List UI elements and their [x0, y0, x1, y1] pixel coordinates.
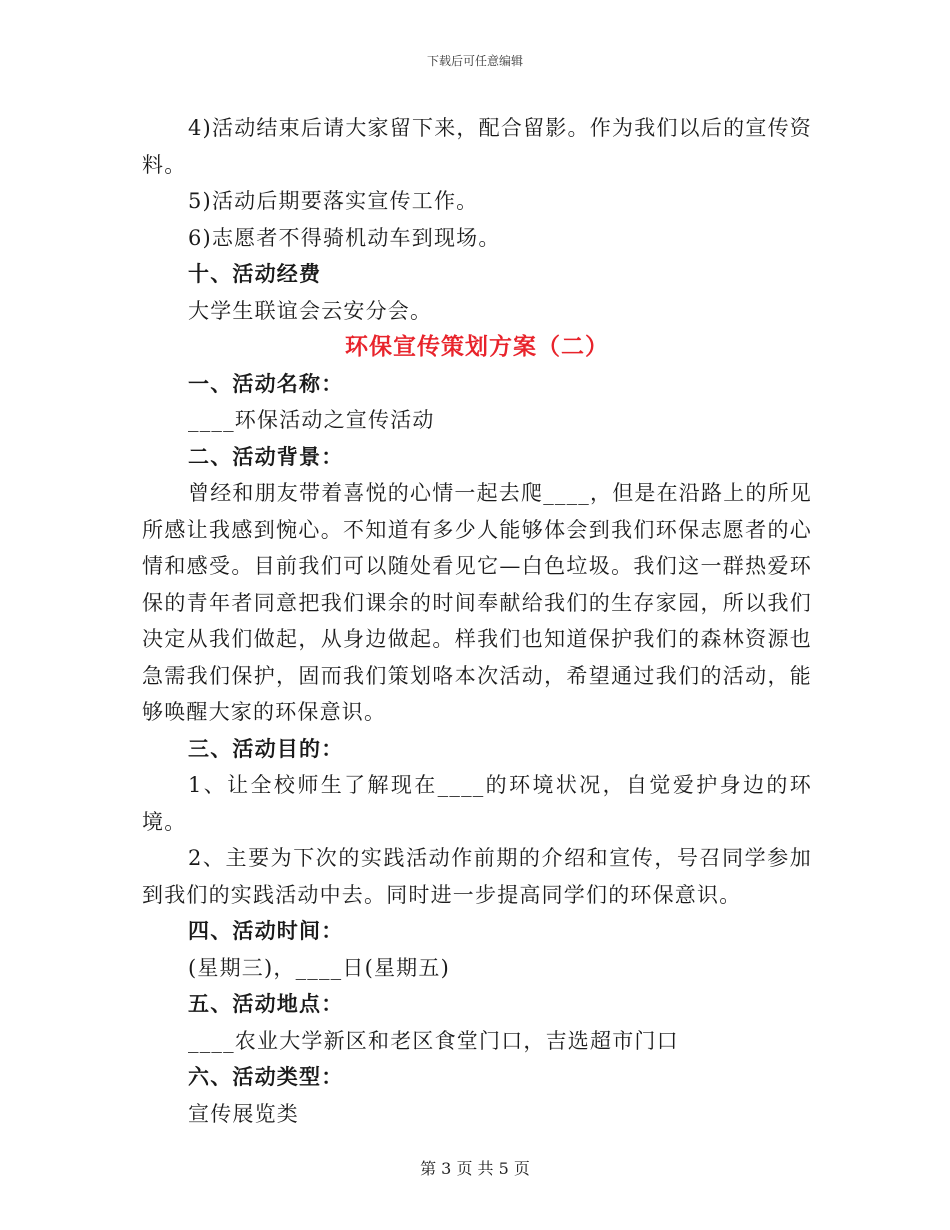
- page-footer: 第 3 页 共 5 页: [420, 1159, 530, 1178]
- item-5: 5)活动后期要落实宣传工作。: [188, 189, 479, 213]
- purpose-item-2: 2、主要为下次的实践活动作前期的介绍和宣传，号召同学参加到我们的实践活动中去。同时进一步提高同学们的环保意识。: [142, 846, 812, 907]
- page-header: 下载后可任意编辑: [426, 54, 523, 68]
- purpose-item-1: 1、让全校师生了解现在____的环境状况，自觉爱护身边的环境。: [142, 773, 812, 834]
- section-heading-name: 一、活动名称：: [188, 370, 344, 396]
- activity-time: (星期三)，____日(星期五): [188, 955, 450, 980]
- section-heading-time: 四、活动时间：: [188, 918, 344, 943]
- activity-name: ____环保活动之宣传活动: [188, 408, 435, 432]
- item-6: 6)志愿者不得骑机动车到现场。: [188, 225, 501, 250]
- section-heading-background: 二、活动背景：: [188, 443, 344, 469]
- section-heading-purpose: 三、活动目的：: [188, 735, 344, 761]
- section-heading-funding: 十、活动经费: [188, 261, 322, 286]
- section-heading-type: 六、活动类型：: [188, 1064, 344, 1089]
- document-body: [142, 110, 812, 1132]
- item-4: 4)活动结束后请大家留下来，配合留影。作为我们以后的宣传资料。: [142, 116, 812, 177]
- document-title: 环保宣传策划方案（二）: [345, 333, 609, 360]
- activity-type: 宣传展览类: [188, 1101, 299, 1126]
- background-text: 曾经和朋友带着喜悦的心情一起去爬____，但是在沿路上的所见所感让我感到惋心。不知道有多少人能够体会到我们环保志愿者的心情和感受。目前我们可以随处看见它—白色垃圾。我们这一群热爱环保的青年者同意把我们课余的时间奉献给我们的生存家园，所以我们决定从我们做起，从身边做起。样我们也知道保护我们的森林资源也急需我们保护，固而我们策划咯本次活动，希望通过我们的活动，能够唤醒大家的环保意识。: [142, 481, 812, 724]
- section-heading-location: 五、活动地点：: [188, 991, 344, 1016]
- funding-text: 大学生联谊会云安分会。: [188, 298, 433, 323]
- activity-location: ____农业大学新区和老区食堂门口，吉选超市门口: [188, 1028, 679, 1053]
